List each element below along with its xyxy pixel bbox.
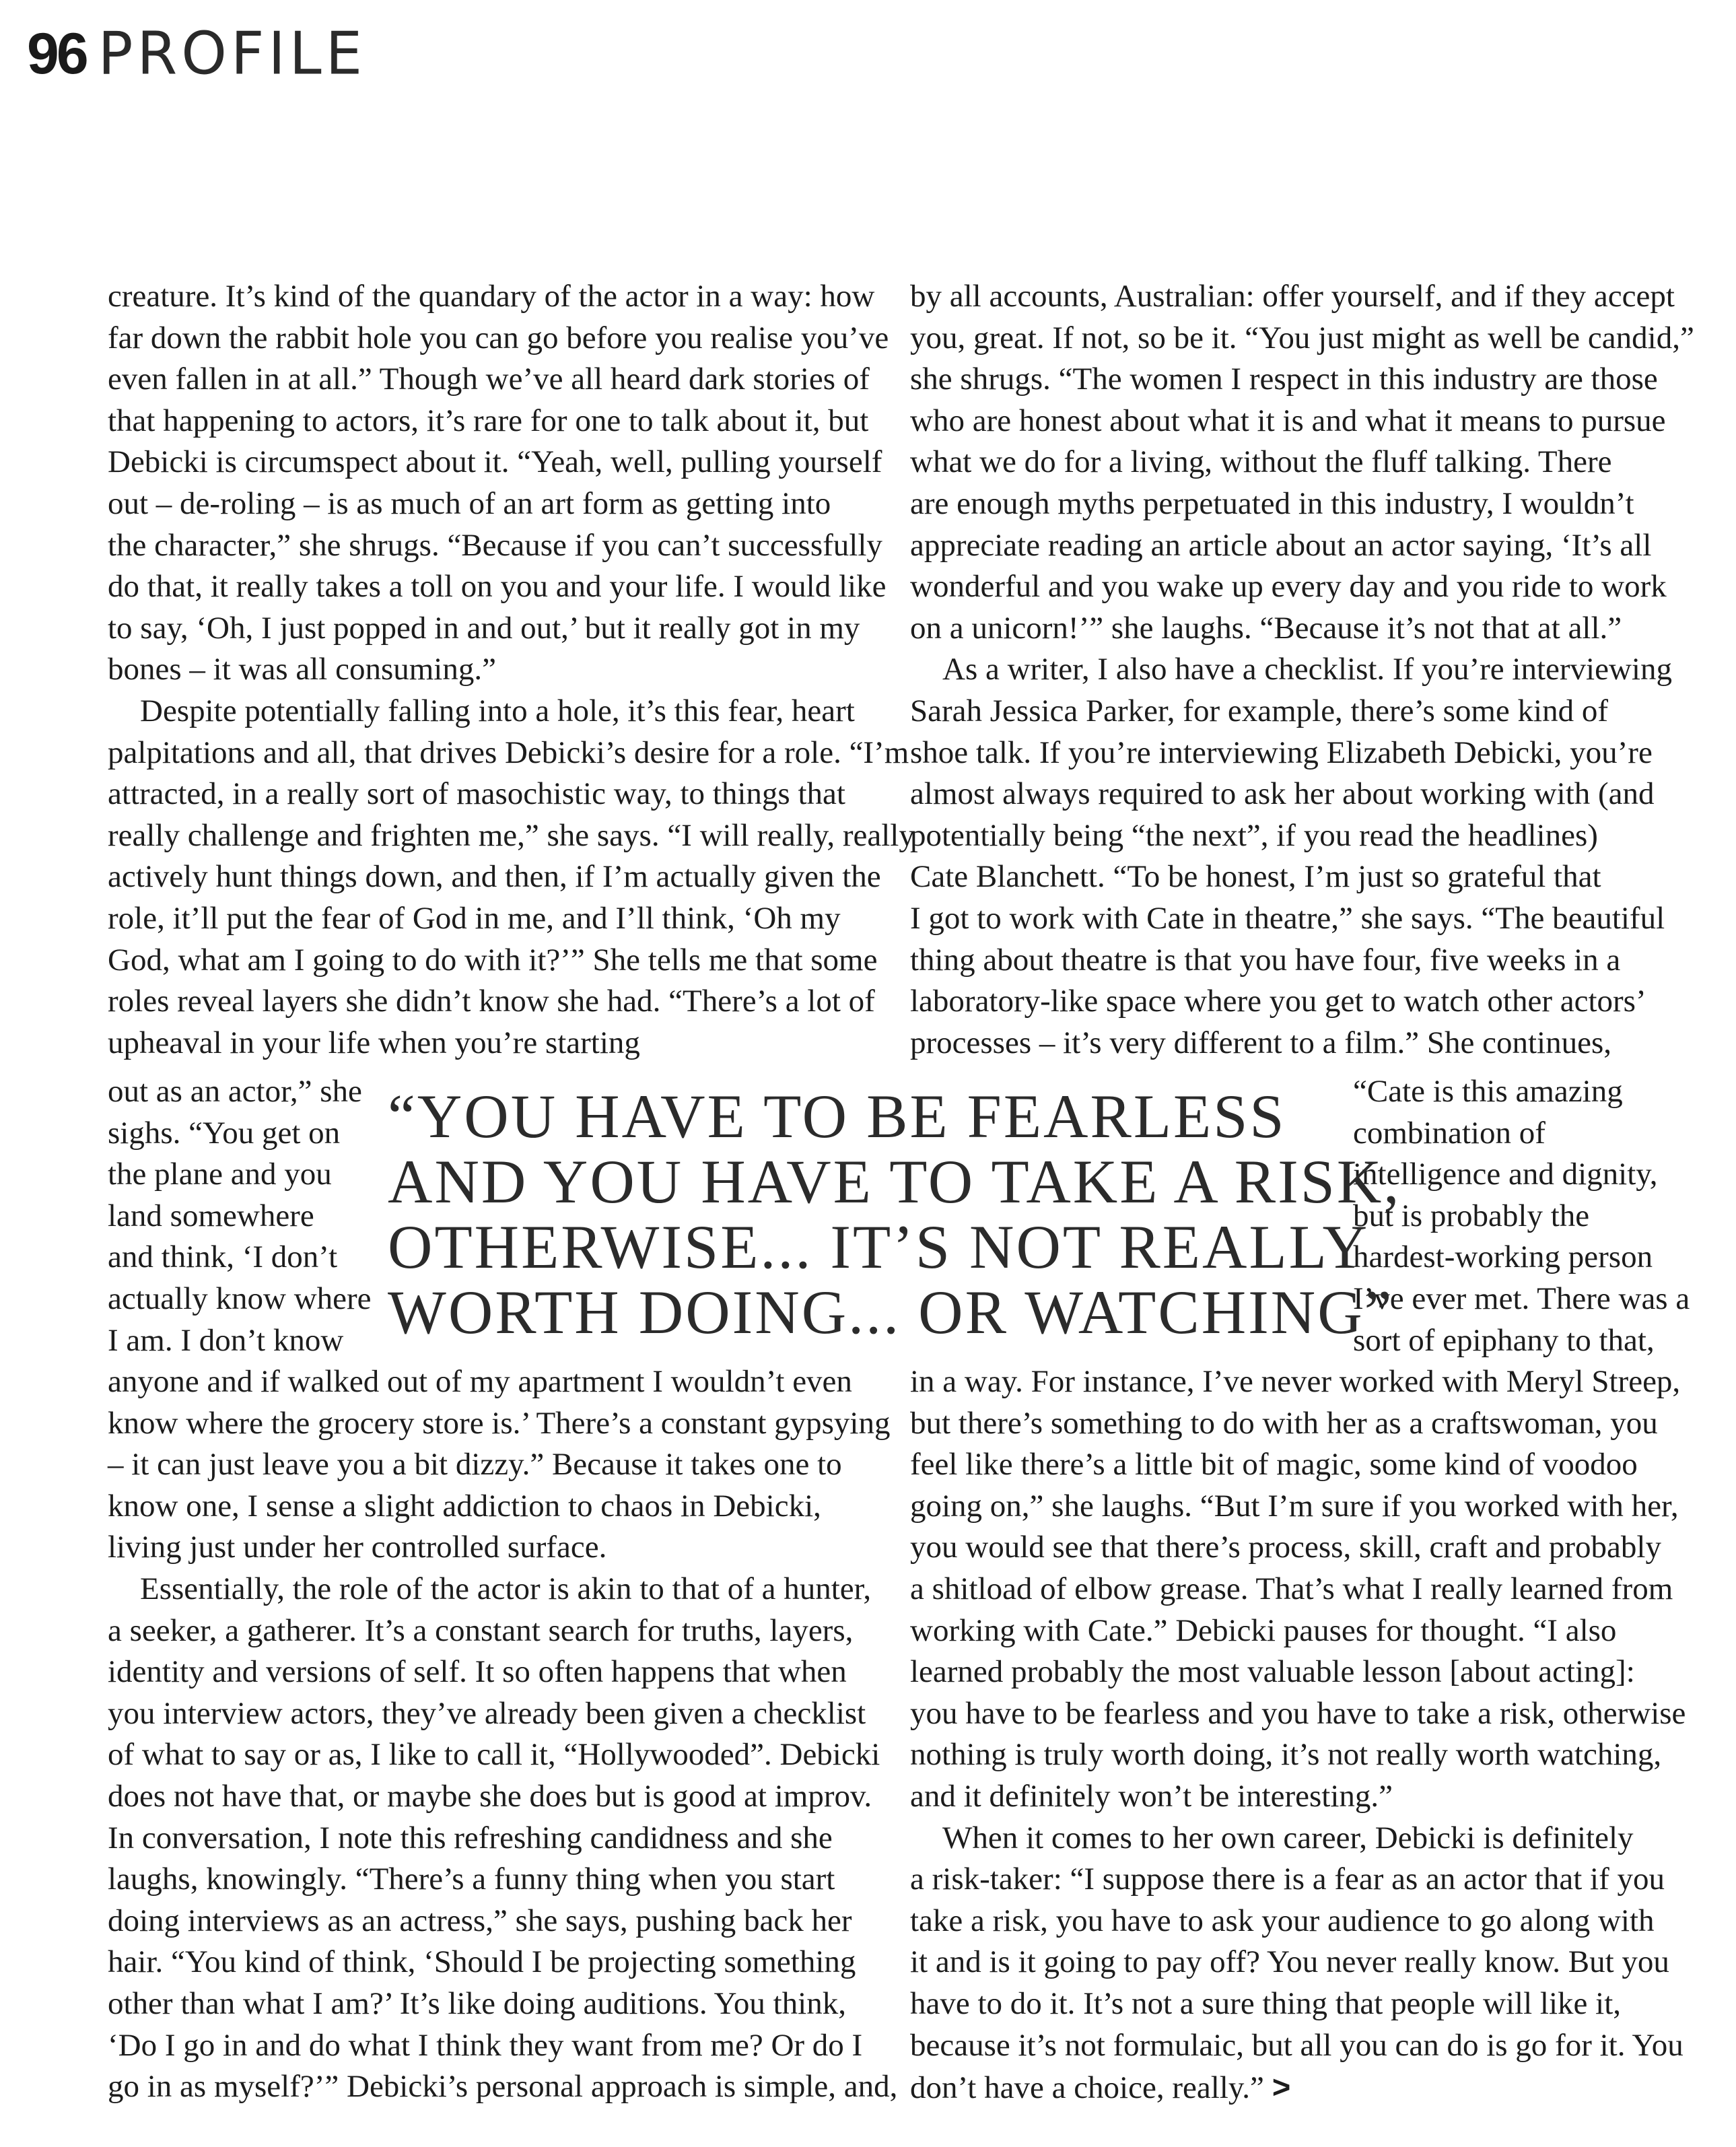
text-line: wonderful and you wake up every day and you ride to work [910, 569, 1667, 605]
text-line: I’ve ever met. There was a [1353, 1281, 1690, 1316]
left-column-top [108, 276, 915, 1064]
text-line: thing about theatre is that you have four, five weeks in a [910, 942, 1621, 978]
text-line: palpitations and all, that drives Debicki’s desire for a role. “I’m [108, 735, 909, 770]
text-line: a shitload of elbow grease. That’s what I really learned from [910, 1571, 1673, 1606]
text-line: roles reveal layers she didn’t know she had. “There’s a lot of [108, 984, 875, 1019]
text-line: I am. I don’t know [108, 1322, 344, 1358]
text-line: “Cate is this amazing [1353, 1074, 1623, 1109]
text-line-final: don’t have a choice, really.” [910, 2070, 1264, 2106]
text-line: creature. It’s kind of the quandary of the actor in a way: how [108, 279, 875, 314]
text-line: bones – it was all consuming.” [108, 652, 496, 687]
text-line: going on,” she laughs. “But I’m sure if you worked with her, [910, 1488, 1679, 1524]
right-column-wrap [1353, 1071, 1703, 1361]
text-line: – it can just leave you a bit dizzy.” Because it takes one to [108, 1447, 842, 1483]
text-line: learned probably the most valuable lesson [about acting]: [910, 1654, 1635, 1690]
right-column-bottom [910, 1361, 1686, 2109]
text-line: Cate Blanchett. “To be honest, I’m just so grateful that [910, 859, 1601, 895]
section-title: PROFILE [98, 20, 367, 88]
text-line: and it definitely won’t be interesting.” [910, 1778, 1393, 1814]
text-line: out as an actor,” she [108, 1074, 362, 1109]
pull-quote-line: WORTH DOING... OR WATCHING” [388, 1278, 1394, 1347]
text-line: that happening to actors, it’s rare for one to talk about it, but [108, 403, 869, 438]
text-line: feel like there’s a little bit of magic, some kind of voodoo [910, 1447, 1638, 1483]
text-line: Debicki is circumspect about it. “Yeah, well, pulling yourself [108, 444, 882, 480]
text-line: God, what am I going to do with it?’” She tells me that some [108, 942, 878, 978]
text-line: take a risk, you have to ask your audience to go along with [910, 1903, 1655, 1938]
text-line: As a writer, I also have a checklist. If you’re interviewing [942, 652, 1672, 687]
text-line: actually know where [108, 1281, 372, 1316]
text-line: it and is it going to pay off? You never really know. But you [910, 1944, 1669, 1980]
text-line: potentially being “the next”, if you read the headlines) [910, 817, 1598, 853]
text-line: ‘Do I go in and do what I think they want from me? Or do I [108, 2027, 863, 2063]
text-line: does not have that, or maybe she does but is good at improv. [108, 1778, 872, 1814]
text-line: to say, ‘Oh, I just popped in and out,’ but it really got in my [108, 610, 860, 646]
text-line: know where the grocery store is.’ There’s a constant gypsying [108, 1405, 891, 1441]
text-line: Essentially, the role of the actor is akin to that of a hunter, [140, 1571, 872, 1606]
text-line: out – de-roling – is as much of an art form as getting into [108, 485, 831, 521]
page-number: 96 [27, 22, 86, 86]
text-line: When it comes to her own career, Debicki is definitely [942, 1820, 1634, 1855]
text-line: attracted, in a really sort of masochistic way, to things that [108, 776, 845, 812]
pull-quote-line: OTHERWISE... IT’S NOT REALLY [388, 1213, 1370, 1281]
text-line: the character,” she shrugs. “Because if you can’t successfully [108, 527, 882, 563]
text-line: you have to be fearless and you have to take a risk, otherwise [910, 1695, 1686, 1731]
pull-quote [388, 1082, 1401, 1347]
text-line: you interview actors, they’ve already been given a checklist [108, 1695, 866, 1731]
text-line: who are honest about what it is and what it means to pursue [910, 403, 1666, 438]
text-line: identity and versions of self. It so often happens that when [108, 1654, 847, 1690]
text-line: nothing is truly worth doing, it’s not really worth watching, [910, 1737, 1662, 1773]
text-line: on a unicorn!’” she laughs. “Because it’s not that at all.” [910, 610, 1622, 646]
text-line: working with Cate.” Debicki pauses for thought. “I also [910, 1612, 1617, 1648]
text-line: living just under her controlled surface. [108, 1530, 607, 1565]
text-line: laughs, knowingly. “There’s a funny thing when you start [108, 1862, 835, 1897]
text-line: doing interviews as an actress,” she says, pushing back her [108, 1903, 852, 1938]
text-line: in a way. For instance, I’ve never worked with Meryl Streep, [910, 1364, 1681, 1399]
text-line: shoe talk. If you’re interviewing Elizabeth Debicki, you’re [910, 735, 1653, 770]
text-line: sighs. “You get on [108, 1115, 341, 1151]
text-line: what we do for a living, without the fluff talking. There [910, 444, 1612, 480]
text-line: even fallen in at all.” Though we’ve all heard dark stories of [108, 362, 870, 397]
text-line: hardest-working person [1353, 1239, 1653, 1275]
text-line: role, it’ll put the fear of God in me, and I’ll think, ‘Oh my [108, 900, 841, 936]
pull-quote-line: AND YOU HAVE TO TAKE A RISK, [388, 1147, 1401, 1216]
text-line: hair. “You kind of think, ‘Should I be projecting something [108, 1944, 856, 1980]
text-line: do that, it really takes a toll on you and your life. I would like [108, 569, 887, 605]
text-line: anyone and if walked out of my apartment I wouldn’t even [108, 1364, 852, 1399]
text-line: are enough myths perpetuated in this industry, I wouldn’t [910, 485, 1634, 521]
text-line: actively hunt things down, and then, if I’m actually given the [108, 859, 881, 895]
text-line: far down the rabbit hole you can go before you realise you’ve [108, 320, 889, 355]
text-line: a seeker, a gatherer. It’s a constant search for truths, layers, [108, 1612, 854, 1648]
text-line: have to do it. It’s not a sure thing that people will like it, [910, 1985, 1622, 2021]
last-text-line [910, 2066, 1677, 2109]
text-line: you, great. If not, so be it. “You just might as well be candid,” [910, 320, 1694, 355]
text-line: almost always required to ask her about working with (and [910, 776, 1655, 812]
text-line: and think, ‘I don’t [108, 1239, 338, 1275]
text-line: a risk-taker: “I suppose there is a fear as an actor that if you [910, 1862, 1665, 1897]
text-line: processes – it’s very different to a film.” She continues, [910, 1025, 1612, 1060]
text-line: because it’s not formulaic, but all you can do is go for it. You [910, 2027, 1683, 2063]
text-line: land somewhere [108, 1198, 314, 1233]
left-column-bottom [108, 1361, 898, 2108]
text-line: appreciate reading an article about an actor saying, ‘It’s all [910, 527, 1652, 563]
text-line: the plane and you [108, 1157, 332, 1192]
text-line: go in as myself?’” Debicki’s personal approach is simple, and, [108, 2069, 898, 2105]
text-line: know one, I sense a slight addiction to chaos in Debicki, [108, 1488, 821, 1524]
text-line: really challenge and frighten me,” she says. “I will really, really [108, 817, 915, 853]
text-line: Sarah Jessica Parker, for example, there’s some kind of [910, 693, 1609, 728]
text-line: but there’s something to do with her as a craftswoman, you [910, 1405, 1658, 1441]
continue-arrow-icon: > [1272, 2069, 1291, 2105]
right-column-top [910, 276, 1694, 1064]
text-line: sort of epiphany to that, [1353, 1322, 1655, 1358]
text-line: she shrugs. “The women I respect in this industry are those [910, 362, 1658, 397]
text-line: In conversation, I note this refreshing candidness and she [108, 1820, 833, 1855]
text-line: other than what I am?’ It’s like doing auditions. You think, [108, 1985, 846, 2021]
pull-quote-line: “YOU HAVE TO BE FEARLESS [388, 1082, 1286, 1151]
text-line: I got to work with Cate in theatre,” she says. “The beautiful [910, 900, 1665, 936]
left-column-wrap [108, 1071, 390, 1361]
page-header [27, 20, 366, 94]
text-line: you would see that there’s process, skill, craft and probably [910, 1530, 1661, 1565]
text-line: intelligence and dignity, [1353, 1157, 1658, 1192]
text-line: combination of [1353, 1115, 1546, 1151]
text-line: upheaval in your life when you’re starting [108, 1025, 640, 1060]
text-line: by all accounts, Australian: offer yourself, and if they accept [910, 279, 1675, 314]
text-line: but is probably the [1353, 1198, 1590, 1233]
text-line: of what to say or as, I like to call it, “Hollywooded”. Debicki [108, 1737, 880, 1773]
text-line: laboratory-like space where you get to watch other actors’ [910, 984, 1646, 1019]
text-line: Despite potentially falling into a hole, it’s this fear, heart [140, 693, 855, 728]
